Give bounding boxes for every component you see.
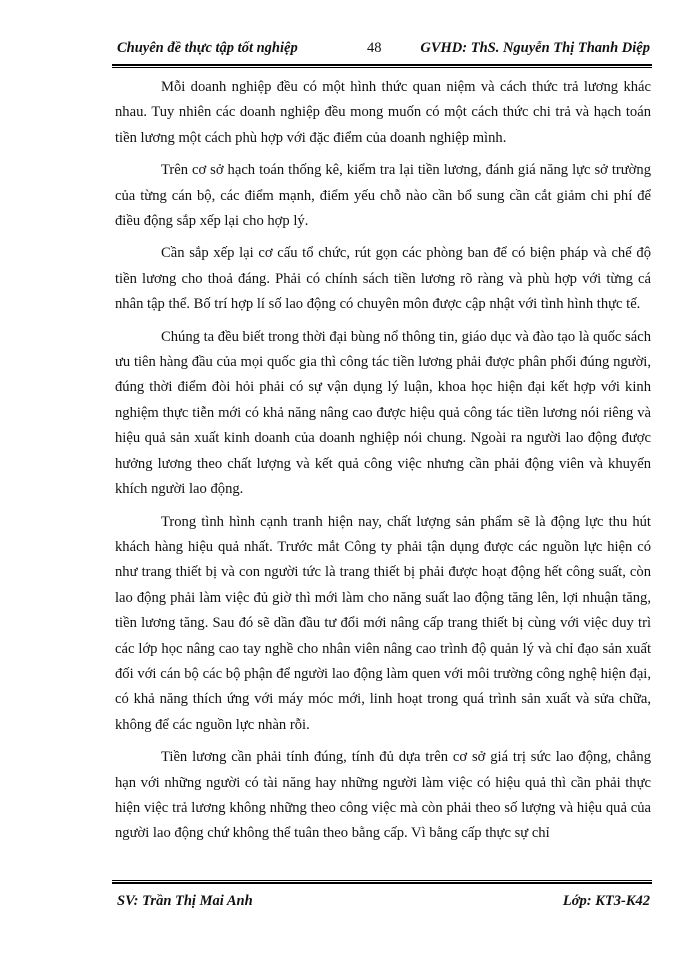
paragraph: Cần sắp xếp lại cơ cấu tổ chức, rút gọn các phòng ban để có biện pháp và chế độ tiền lương cho thoả đáng. Phải có chính sách tiền lương rõ ràng và phù hợp với từng cá nhân tập thể. Bố trí hợp lí số lao động có chuyên môn được cập nhật với tình hình thực tế.	[115, 245, 651, 313]
page-header	[117, 38, 650, 62]
header-rule	[112, 64, 652, 68]
paragraph: Chúng ta đều biết trong thời đại bùng nổ thông tin, giáo dục và đào tạo là quốc sách ưu tiên hàng đầu của mọi quốc gia thì công tác tiền lương phải được phân phối đúng người, đúng thời điểm đòi hỏi phải có sự vận dụng lý luận, khoa học hiện đại kết hợp với kinh nghiệm thực tiễn mới có khả năng nâng cao được hiệu quả công tác tiền lương nói riêng và hiệu quả sản xuất kinh doanh của doanh nghiệp nói chung. Ngoài ra người lao động được hưởng lương theo chất lượng và kết quả công việc nhưng cần phải động viên và khuyến khích người lao động.	[115, 328, 651, 498]
paragraph: Tiền lương cần phải tính đúng, tính đủ dựa trên cơ sở giá trị sức lao động, chẳng hạn với những người có tài năng hay những người làm việc có hiệu quả thì cần phải thực hiện việc trả lương không những theo công việc mà còn phải theo số lượng và hiệu quả của người lao động chứ không thể tuân theo bằng cấp. Vì bằng cấp thực sự chỉ	[115, 749, 651, 842]
paragraph: Mỗi doanh nghiệp đều có một hình thức quan niệm và cách thức trả lương khác nhau. Tuy nhiên các doanh nghiệp đều mong muốn có một cách thức chi trả và hạch toán tiền lương một cách phù hợp với đặc điểm của doanh nghiệp mình.	[115, 79, 651, 146]
supervisor-name: GVHD: ThS. Nguyễn Thị Thanh Diệp	[420, 40, 650, 56]
class-code: Lớp: KT3-K42	[562, 893, 650, 909]
page-number: 48	[367, 40, 382, 56]
student-name: SV: Trần Thị Mai Anh	[117, 893, 253, 909]
paragraph: Trong tình hình cạnh tranh hiện nay, chất lượng sản phẩm sẽ là động lực thu hút khách hàng hiệu quả nhất. Trước mắt Công ty phải tận dụng được các nguồn lực hiện có như trang thiết bị và con người tức là trang thiết bị phải được hoạt động hết công suất, còn lao động phải làm việc đủ giờ thì mới làm cho năng suất lao động tăng lên, lợi nhuận tăng, tiền lương tăng. Sau đó sẽ dần đầu tư đổi mới nâng cấp trang thiết bị cùng với việc duy trì các lớp học nâng cao tay nghề cho nhân viên nâng cao trình độ quản lý và chỉ đạo sản xuất đối với cán bộ các bộ phận để người lao động làm quen với môi trường công nghệ hiện đại, có khả năng thích ứng với máy móc mới, linh hoạt trong quá trình sản xuất và sửa chữa, không để các nguồn lực nhàn rỗi.	[115, 513, 651, 733]
document-body	[115, 75, 651, 854]
document-title: Chuyên đề thực tập tốt nghiệp	[117, 40, 298, 56]
paragraph: Trên cơ sở hạch toán thống kê, kiểm tra lại tiền lương, đánh giá năng lực sở trường của từng cán bộ, các điểm mạnh, điểm yếu chỗ nào cần bổ sung cần cắt giảm chi phí để điều động sắp xếp lại cho hợp lý.	[115, 162, 651, 230]
footer-rule	[112, 880, 652, 884]
